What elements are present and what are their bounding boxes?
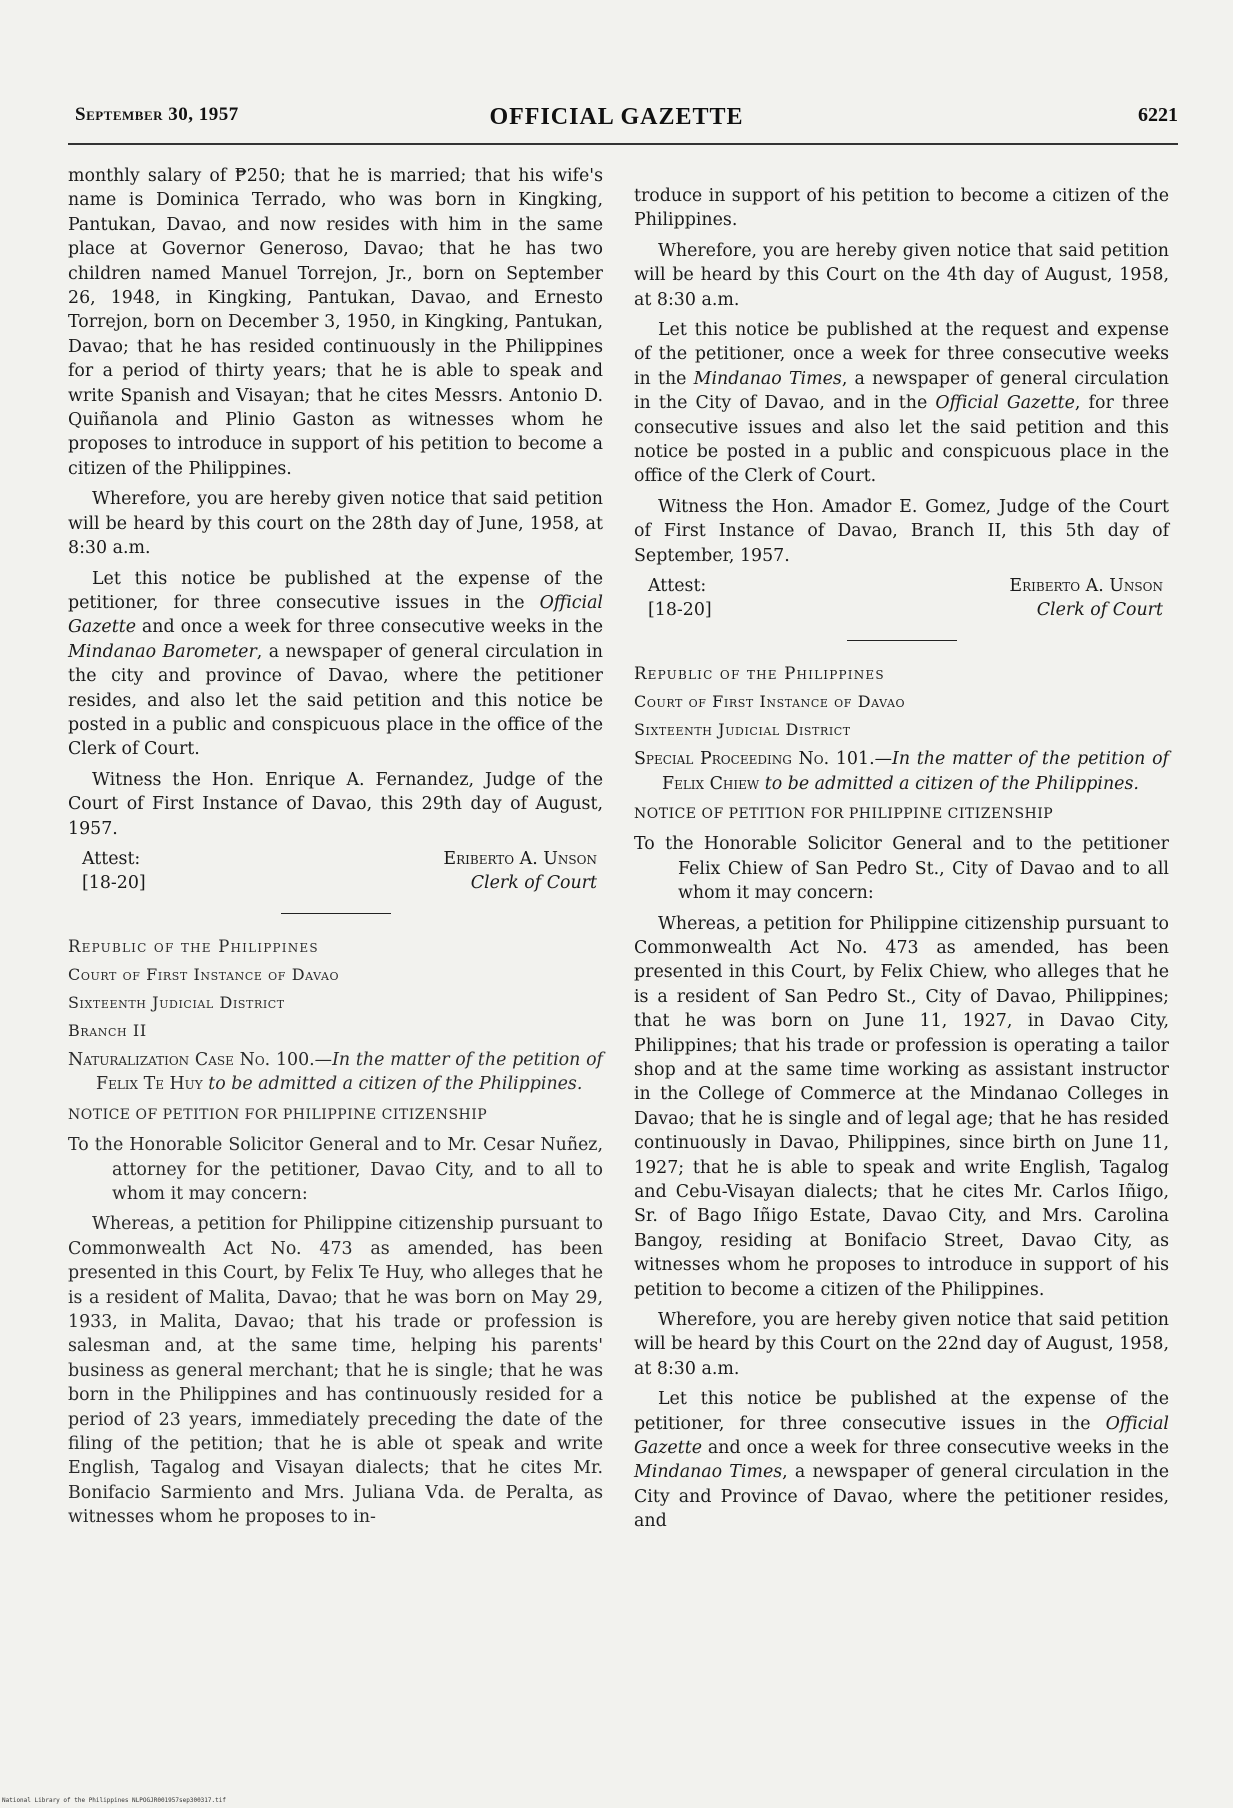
paragraph: troduce in support of his petition to become a citizen of the Philippines. bbox=[634, 186, 1169, 231]
italic-span: Mindanao Times bbox=[693, 368, 842, 389]
notice-section-te-huy bbox=[68, 936, 603, 1530]
publication-paragraph bbox=[634, 1387, 1169, 1533]
scan-source-footer: National Library of the Philippines NLPOGJR001957sep300317.tif bbox=[2, 1797, 226, 1804]
right-column bbox=[634, 184, 1169, 1540]
text-span: , a newspaper of general circulation in the city and province of Davao, where the petitioner resides, and also let the said petition and this notice be posted in a public and conspicuous place in the office of the Clerk of Court. bbox=[68, 641, 603, 760]
attest-label-group bbox=[634, 574, 712, 622]
italic-span: —In the matter of the petition of bbox=[874, 749, 1169, 770]
paragraph: Wherefore, you are hereby given notice that said petition will be heard by this Court on the 22nd day of August, 1958, at 8:30 a.m. bbox=[634, 1310, 1169, 1379]
notice-section-chiew bbox=[634, 663, 1169, 1534]
italic-span: Official Gazette bbox=[634, 1413, 1169, 1459]
issue-date: September 30, 1957 bbox=[75, 104, 239, 125]
left-column bbox=[68, 164, 603, 1536]
attest-block bbox=[68, 847, 603, 895]
text-span: Let this notice be published at the request and expense of the petitioner, once a week for three consecutive weeks in the bbox=[634, 320, 1169, 389]
publication-paragraph bbox=[634, 318, 1169, 489]
court-heading: Court of First Instance of Davao bbox=[68, 964, 340, 984]
court-heading: Sixteenth Judicial District bbox=[68, 992, 285, 1012]
page-number: 6221 bbox=[1138, 104, 1178, 126]
italic-span: —In the matter of the petition of bbox=[314, 1049, 603, 1070]
paragraph: Wherefore, you are hereby given notice that said petition will be heard by this Court on the 4th day of August, 1958, at 8:30 a.m. bbox=[634, 240, 1169, 310]
attest-label-group bbox=[68, 847, 146, 895]
italic-span: Mindanao Barometer bbox=[68, 641, 257, 662]
italic-span: to be admitted a citizen of the Philippines. bbox=[202, 1074, 583, 1095]
attest-reference: [18-20] bbox=[82, 872, 146, 893]
case-number: Special Proceeding No. 101. bbox=[634, 749, 875, 770]
address-paragraph: To the Honorable Solicitor General and to the petitioner Felix Chiew of San Pedro St., City of Davao and to all whom it may concern: bbox=[634, 834, 1169, 904]
notice-title: NOTICE OF PETITION FOR PHILIPPINE CITIZENSHIP bbox=[68, 1106, 488, 1123]
signer-name: Eriberto A. Unson bbox=[1009, 576, 1163, 597]
italic-span: to be admitted a citizen of the Philippines. bbox=[759, 773, 1139, 794]
signature-group bbox=[443, 847, 603, 895]
section-divider bbox=[281, 913, 391, 914]
italic-span: Official Gazette bbox=[68, 592, 603, 638]
paragraph: Whereas, a petition for Philippine citizenship pursuant to Commonwealth Act No. 473 as amended, has been presented in this Court, by Felix Te Huy, who alleges that he is a resident of Malita, Davao; that he was born on May 29, 1933, in Malita, Davao; that his trade or profession is salesman and, at the same time, helping his parents' business as general merchant; that he is single; that he was born in the Philippines and has continuously resided for a period of 23 years, immediately preceding the date of the filing of the petition; that he is able ot speak and write English, Tagalog and Visayan dialects; that he cites Mr. Bonifacio Sarmiento and Mrs. Juliana Vda. de Peralta, as witnesses whom he proposes to in- bbox=[68, 1214, 603, 1528]
paragraph: Whereas, a petition for Philippine citizenship pursuant to Commonwealth Act No. 473 as amended, has been presented in this Court, by Felix Chiew, who alleges that he is a resident of San Pedro St., City of Davao, Philippines; that he was born on June 11, 1927, in Davao City, Philippines; that his trade or profession is operating a tailor shop and at the same time working as assistant instructor in the College of Commerce at the Mindanao Colleges in Davao; that he is single and of legal age; that he has resided continuously in Davao, Philippines, since birth on June 11, 1927; that he is able to speak and write English, Tagalog and Cebu-Visayan dialects; that he cites Mr. Carlos Iñigo, Sr. of Bago Iñigo Estate, Davao City, and Mrs. Carolina Bangoy, residing at Bonifacio Street, Davao City, as witnesses whom he proposes to introduce in support of his petition to become a citizen of the Philippines. bbox=[634, 913, 1169, 1300]
text-span: , a newspaper of general circulation in the City and Province of Davao, where the petitioner resides, and bbox=[634, 1462, 1169, 1532]
attest-label: Attest: bbox=[82, 848, 141, 869]
petitioner-name: Felix Chiew bbox=[662, 773, 760, 794]
signer-title: Clerk of Court bbox=[1036, 600, 1163, 621]
case-caption bbox=[68, 1048, 603, 1097]
text-span: , a newspaper of general circulation in the City of Davao, and in the bbox=[634, 368, 1169, 414]
case-caption bbox=[634, 747, 1169, 796]
signer-title: Clerk of Court bbox=[470, 872, 597, 893]
notice-title: NOTICE OF PETITION FOR PHILIPPINE CITIZENSHIP bbox=[634, 805, 1054, 822]
court-heading: Branch II bbox=[68, 1020, 147, 1040]
case-number: Naturalization Case No. 100. bbox=[68, 1049, 315, 1070]
signer-name: Eriberto A. Unson bbox=[443, 848, 597, 869]
attest-reference: [18-20] bbox=[648, 600, 712, 621]
court-heading: Republic of the Philippines bbox=[68, 936, 319, 956]
text-span: and once a week for three consecutive weeks in the bbox=[135, 617, 603, 638]
petitioner-name: Felix Te Huy bbox=[96, 1074, 203, 1095]
attest-label: Attest: bbox=[648, 576, 707, 597]
italic-span: Mindanao Times bbox=[634, 1462, 783, 1483]
witness-paragraph: Witness the Hon. Amador E. Gomez, Judge of the Court of First Instance of Davao, Branch II, this 5th day of September, 1957. bbox=[634, 496, 1169, 566]
header-rule bbox=[68, 143, 1178, 145]
text-span: and once a week for three consecutive weeks in the bbox=[701, 1438, 1169, 1459]
text-span: Let this notice be published at the expense of the petitioner, for three consecutive issues in the bbox=[634, 1389, 1169, 1434]
court-heading: Republic of the Philippines bbox=[634, 664, 885, 684]
section-divider bbox=[847, 640, 957, 641]
publication-paragraph bbox=[68, 567, 603, 762]
witness-paragraph: Witness the Hon. Enrique A. Fernandez, Judge of the Court of First Instance of Davao, this 29th day of August, 1957. bbox=[68, 769, 603, 839]
text-span: Let this notice be published at the expense of the petitioner, for three consecutive issues in the bbox=[68, 568, 603, 613]
italic-span: Official Gazette bbox=[935, 393, 1075, 414]
attest-block bbox=[634, 574, 1169, 622]
court-heading: Sixteenth Judicial District bbox=[634, 720, 851, 740]
paragraph: monthly salary of ₱250; that he is married; that his wife's name is Dominica Terrado, who was born in Kingking, Pantukan, Davao, and now resides with him in the same place at Governor Generoso, Davao; that he has two children named Manuel Torrejon, Jr., born on September 26, 1948, in Kingking, Pantukan, Davao, and Ernesto Torrejon, born on December 3, 1950, in Kingking, Pantukan, Davao; that he has resided continuously in the Philippines for a period of thirty years; that he is able to speak and write Spanish and Visayan; that he cites Messrs. Antonio D. Quiñanola and Plinio Gaston as witnesses whom he proposes to introduce in support of his petition to become a citizen of the Philippines. bbox=[68, 166, 603, 479]
publication-title: OFFICIAL GAZETTE bbox=[489, 104, 744, 130]
court-heading: Court of First Instance of Davao bbox=[634, 692, 906, 712]
text-span: , for three consecutive issues and also let the said petition and this notice be posted in a public and conspicuous place in the office of the Clerk of Court. bbox=[634, 393, 1169, 487]
paragraph: Wherefore, you are hereby given notice that said petition will be heard by this court on the 28th day of June, 1958, at 8:30 a.m. bbox=[68, 489, 603, 559]
signature-group bbox=[1009, 574, 1169, 622]
address-paragraph: To the Honorable Solicitor General and to Mr. Cesar Nuñez, attorney for the petitioner, Davao City, and to all to whom it may concern: bbox=[68, 1135, 603, 1204]
